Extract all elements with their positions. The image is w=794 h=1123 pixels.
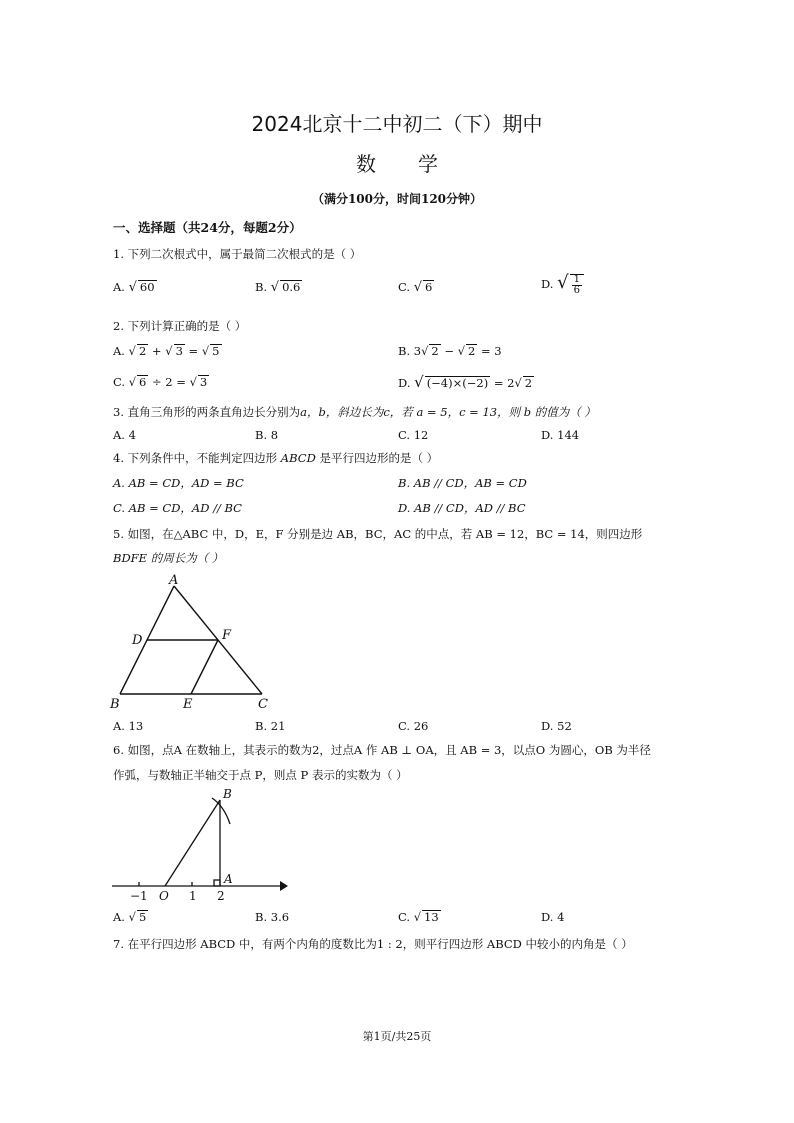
q4-option-d: D. AB // CD，AD // BC: [398, 501, 526, 515]
q6-label-2: 2: [217, 889, 225, 903]
q2-option-c: C. √ 6 ÷ 2 = √ 3: [113, 375, 208, 389]
q5-stem-line2: BDFE 的周长为（ ）: [113, 551, 224, 565]
q3-stem: 3. 直角三角形的两条直角边长分别为a，b，斜边长为c，若 a = 5，c = 13，则 b 的值为（ ）: [113, 405, 596, 419]
q3-option-c: C. 12: [398, 428, 429, 442]
q6-stem-line1: 6. 如图，点A 在数轴上，其表示的数为2，过点A 作 AB ⊥ OA，且 AB = 3，以点O 为圆心，OB 为半径: [113, 743, 651, 757]
q1-option-d: D. √ $\frac{1}{6}$: [541, 272, 584, 296]
q5-option-c: C. 26: [398, 719, 429, 733]
q3-option-d: D. 144: [541, 428, 580, 442]
q5-label-a: A: [169, 573, 179, 588]
q6-axis-arrow: [280, 881, 288, 891]
q5-label-b: B: [110, 697, 120, 712]
q5-label-c: C: [258, 697, 268, 712]
q5-option-d: D. 52: [541, 719, 572, 733]
q3-option-a: A. 4: [113, 428, 136, 442]
q1-b-radicand: 0.6: [282, 280, 301, 294]
q1-option-a: A. √ 60: [113, 280, 155, 295]
q1-stem: 1. 下列二次根式中，属于最简二次根式的是（ ）: [113, 247, 362, 261]
q2-option-a: A. √ 2 + √ 3 = √ 5: [113, 344, 220, 358]
page-title: 2024北京十二中初二（下）期中: [251, 112, 543, 136]
q5-triangle-figure: [108, 570, 278, 712]
q2-option-b: B. 3√ 2 − √ 2 = 3: [398, 344, 502, 358]
q6-label-b: B: [223, 787, 232, 801]
q4-option-c: C. AB = CD，AD // BC: [113, 501, 242, 515]
q6-stem-line2: 作弧，与数轴正半轴交于点 P，则点 P 表示的实数为（ ）: [113, 768, 408, 782]
q6-option-b: B. 3.6: [255, 910, 290, 924]
q6-label-a: A: [224, 872, 233, 886]
q4-option-b: B. AB // CD，AB = CD: [398, 476, 527, 490]
q7-stem: 7. 在平行四边形 ABCD 中，有两个内角的度数比为1 : 2，则平行四边形 ABCD 中较小的内角是（ ）: [113, 937, 633, 951]
q4-stem: 4. 下列条件中，不能判定四边形 ABCD 是平行四边形的是（ ）: [113, 451, 439, 465]
q6-arc: [212, 798, 230, 824]
q5-segment-fe: [191, 640, 218, 694]
subject-title: 数学: [356, 152, 480, 176]
q1-c-radicand: 6: [425, 280, 433, 294]
q3-option-b: B. 8: [255, 428, 279, 442]
q6-right-angle-mark: [214, 880, 220, 886]
q6-option-d: D. 4: [541, 910, 565, 924]
q5-label-f: F: [222, 628, 232, 643]
q6-label-neg1: −1: [130, 889, 148, 903]
q5-stem-line1: 5. 如图，在△ABC 中，D，E，F 分别是边 AB，BC，AC 的中点，若 AB = 12，BC = 14，则四边形: [113, 527, 643, 541]
q5-option-a: A. 13: [113, 719, 144, 733]
q1-option-b: B. √ 0.6: [255, 280, 301, 295]
q2-option-d: D. √ (−4)×(−2) = 2√ 2: [398, 373, 533, 391]
q6-segment-ob: [165, 800, 220, 886]
q6-label-1: 1: [189, 889, 197, 903]
exam-meta: （满分100分，时间120分钟）: [311, 192, 483, 206]
q2-stem: 2. 下列计算正确的是（ ）: [113, 319, 247, 333]
page-footer: 第1页/共25页: [362, 1030, 432, 1043]
section-heading: 一、选择题（共24分，每题2分）: [113, 220, 302, 235]
q6-number-line-figure: [108, 784, 298, 906]
q1-a-radicand: 60: [139, 280, 155, 294]
q4-option-a: A. AB = CD，AD = BC: [113, 476, 244, 490]
q6-label-o: O: [159, 889, 169, 903]
q6-option-a: A. √ 5: [113, 910, 147, 924]
q5-option-b: B. 21: [255, 719, 286, 733]
q1-option-c: C. √ 6: [398, 280, 433, 295]
q5-label-e: E: [183, 697, 193, 712]
q6-option-c: C. √ 13: [398, 910, 439, 924]
q5-label-d: D: [132, 633, 143, 648]
